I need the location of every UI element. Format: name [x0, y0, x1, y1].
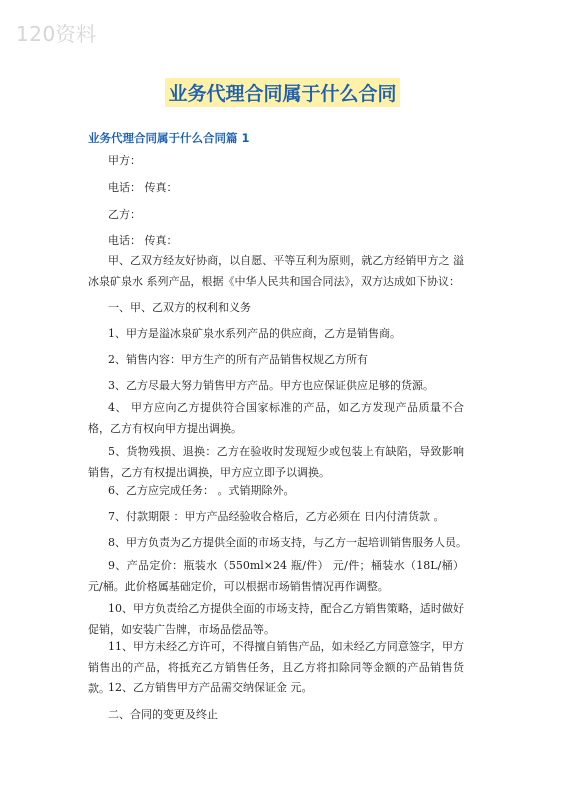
clause-10: 10、甲方负责给乙方提供全面的市场支持，配合乙方销售策略，适时做好促销，如安装广告牌，市场品偿品等。: [88, 602, 464, 636]
section-two-heading: 二、合同的变更及终止: [108, 708, 218, 721]
document-title: 业务代理合同属于什么合同: [165, 78, 399, 107]
clause-9: 9、产品定价：瓶装水（550ml×24 瓶/件） 元/件；桶装水（18L/桶） 元/桶。此价格属基础定价，可以根据市场销售情况再作调整。: [88, 559, 464, 593]
party-b-line: 乙方：: [108, 208, 141, 221]
clause-7: 7、付款期限 ：甲方产品经验收合格后，乙方必须在 日内付清货款 。: [108, 510, 445, 523]
party-b-contact-line: 电话： 传真：: [108, 234, 178, 247]
clause-11: 11、甲方未经乙方许可，不得擅自销售产品，如未经乙方同意签字，甲方销售出的产品，将抵充乙方销售任务，且乙方将扣除同等金额的产品销售货款。: [88, 640, 464, 695]
clause-12: 12、乙方销售甲方产品需交纳保证金 元。: [108, 681, 313, 694]
clause-3: 3、乙方尽最大努力销售甲方产品。甲方也应保证供应足够的货源。: [108, 379, 434, 392]
party-a-line: 甲方：: [108, 154, 141, 167]
section-heading: 业务代理合同属于什么合同篇 1: [88, 131, 250, 145]
title-container: [0, 78, 565, 107]
intro-paragraph: 甲、乙双方经友好协商，以自愿、平等互利为原则，就乙方经销甲方之 溢冰泉矿泉水 系列产品，根据《中华人民共和国合同法》，双方达成如下协议：: [88, 254, 464, 288]
clause-4: 4、 甲方应向乙方提供符合国家标准的产品，如乙方发现产品质量不合格，乙方有权向甲方提出调换。: [88, 401, 464, 435]
clause-6: 6、乙方应完成任务： 。式销期除外。: [108, 484, 295, 497]
clause-8: 8、甲方负责为乙方提供全面的市场支持，与乙方一起培训销售服务人员。: [108, 536, 467, 549]
clause-1: 1、甲方是溢冰泉矿泉水系列产品的供应商，乙方是销售商。: [108, 327, 401, 340]
clause-2: 2、销售内容：甲方生产的所有产品销售权规乙方所有: [108, 353, 368, 366]
watermark-logo: 120资料: [16, 22, 97, 46]
section-one-heading: 一、甲、乙双方的权利和义务: [108, 301, 251, 314]
clause-5: 5、货物残损、退换：乙方在验收时发现短少或包装上有缺陷，导致影响销售，乙方有权提出调换，甲方应立即予以调换。: [88, 445, 464, 479]
party-a-contact-line: 电话： 传真：: [108, 181, 178, 194]
